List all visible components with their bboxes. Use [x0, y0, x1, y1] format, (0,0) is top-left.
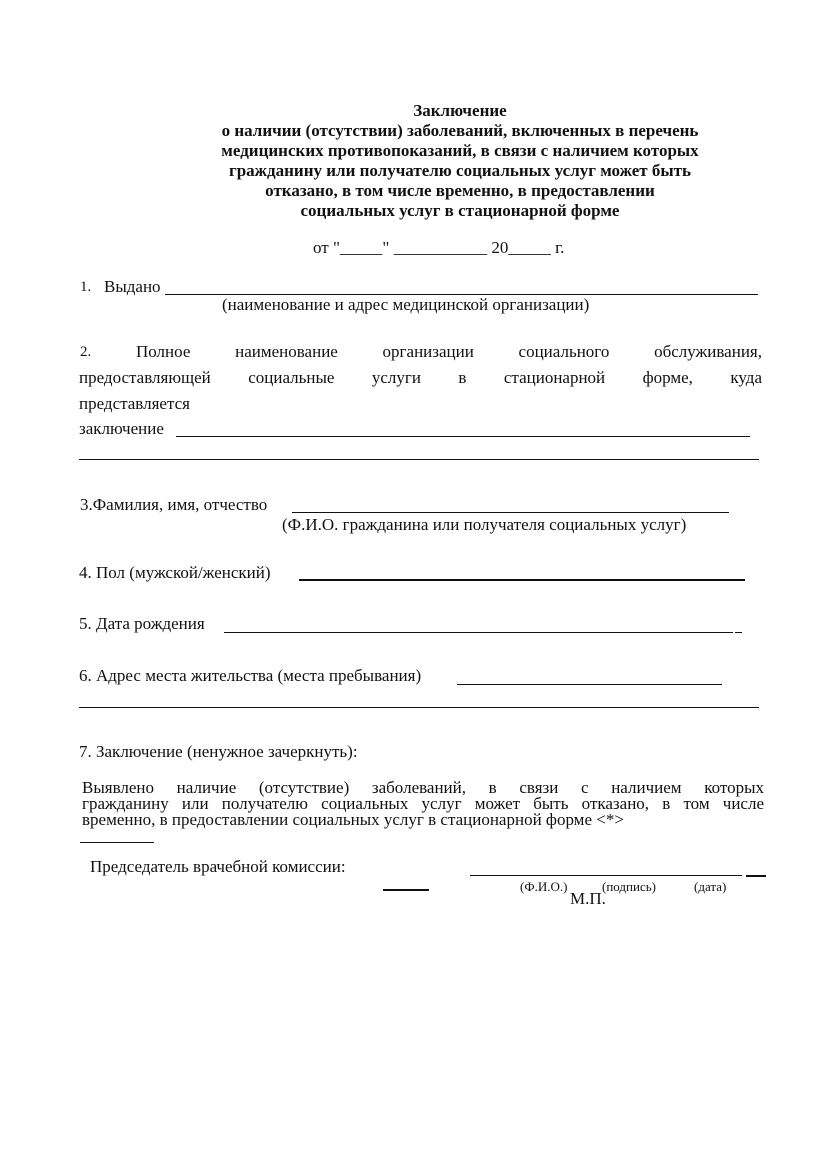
footnote-separator: [80, 842, 154, 843]
field-2-blank-1[interactable]: [176, 436, 750, 437]
stamp-mark: М.П.: [570, 889, 606, 908]
signature-caption: (подпись): [602, 879, 656, 894]
field-1-number: 1.: [80, 279, 92, 295]
field-4-blank[interactable]: [299, 579, 745, 581]
signature-blank-tail: [746, 875, 766, 877]
field-5-blank-tail: [735, 632, 742, 633]
document-title: [150, 101, 770, 221]
fio-caption: (Ф.И.О.): [520, 879, 568, 894]
field-7-text: [82, 780, 764, 828]
field-3-blank[interactable]: [292, 512, 729, 513]
title-line-3: медицинских противопоказаний, в связи с наличием которых: [221, 141, 699, 160]
field-2-line-1: [136, 339, 762, 365]
title-line-2: о наличии (отсутствии) заболеваний, включенных в перечень: [221, 121, 699, 140]
signature-blank[interactable]: [470, 875, 742, 876]
field-3-hint: (Ф.И.О. гражданина или получателя социальных услуг): [282, 515, 687, 534]
field-5-label: 5. Дата рождения: [79, 614, 205, 633]
title-line-1: Заключение: [413, 101, 507, 120]
field-2-line-4: заключение: [79, 419, 164, 438]
field-6-blank-2[interactable]: [79, 707, 759, 708]
field-2-line-3: представляется: [79, 394, 190, 413]
date-caption: (дата): [694, 879, 727, 894]
field-5-blank[interactable]: [224, 632, 733, 633]
field-2-line-2-text: предоставляющей социальные услуги в стационарной форме, куда: [79, 368, 762, 387]
field-1-hint: (наименование и адрес медицинской организации): [222, 295, 590, 314]
field-6-blank-1[interactable]: [457, 684, 722, 685]
field-7-text-line-2: гражданину или получателю социальных услуг может быть отказано, в том числе: [82, 794, 764, 813]
field-7-text-line-1: Выявлено наличие (отсутствие) заболеваний, в связи с наличием которых: [82, 778, 764, 797]
field-4-label: 4. Пол (мужской/женский): [79, 563, 271, 582]
title-line-4: гражданину или получателю социальных услуг может быть: [229, 161, 691, 180]
field-6-label: 6. Адрес места жительства (места пребывания): [79, 666, 422, 685]
field-2-line-2: [79, 365, 762, 391]
field-7-label: 7. Заключение (ненужное зачеркнуть):: [79, 742, 358, 761]
field-2-number: 2.: [80, 344, 92, 360]
chairman-label: Председатель врачебной комиссии:: [90, 857, 346, 876]
field-3-label: 3.Фамилия, имя, отчество: [80, 495, 268, 514]
field-2-blank-2[interactable]: [79, 459, 759, 460]
field-7-text-line-3: временно, в предоставлении социальных услуг в стационарной форме <*>: [82, 810, 624, 829]
title-line-5: отказано, в том числе временно, в предоставлении: [265, 181, 655, 200]
field-2-line-1-text: Полное наименование организации социального обслуживания,: [136, 342, 762, 361]
field-1-label: Выдано: [104, 277, 161, 296]
chairman-short-blank[interactable]: [383, 889, 429, 891]
date-line: от "_____" ___________ 20_____ г.: [313, 238, 565, 257]
title-line-6: социальных услуг в стационарной форме: [300, 201, 620, 220]
